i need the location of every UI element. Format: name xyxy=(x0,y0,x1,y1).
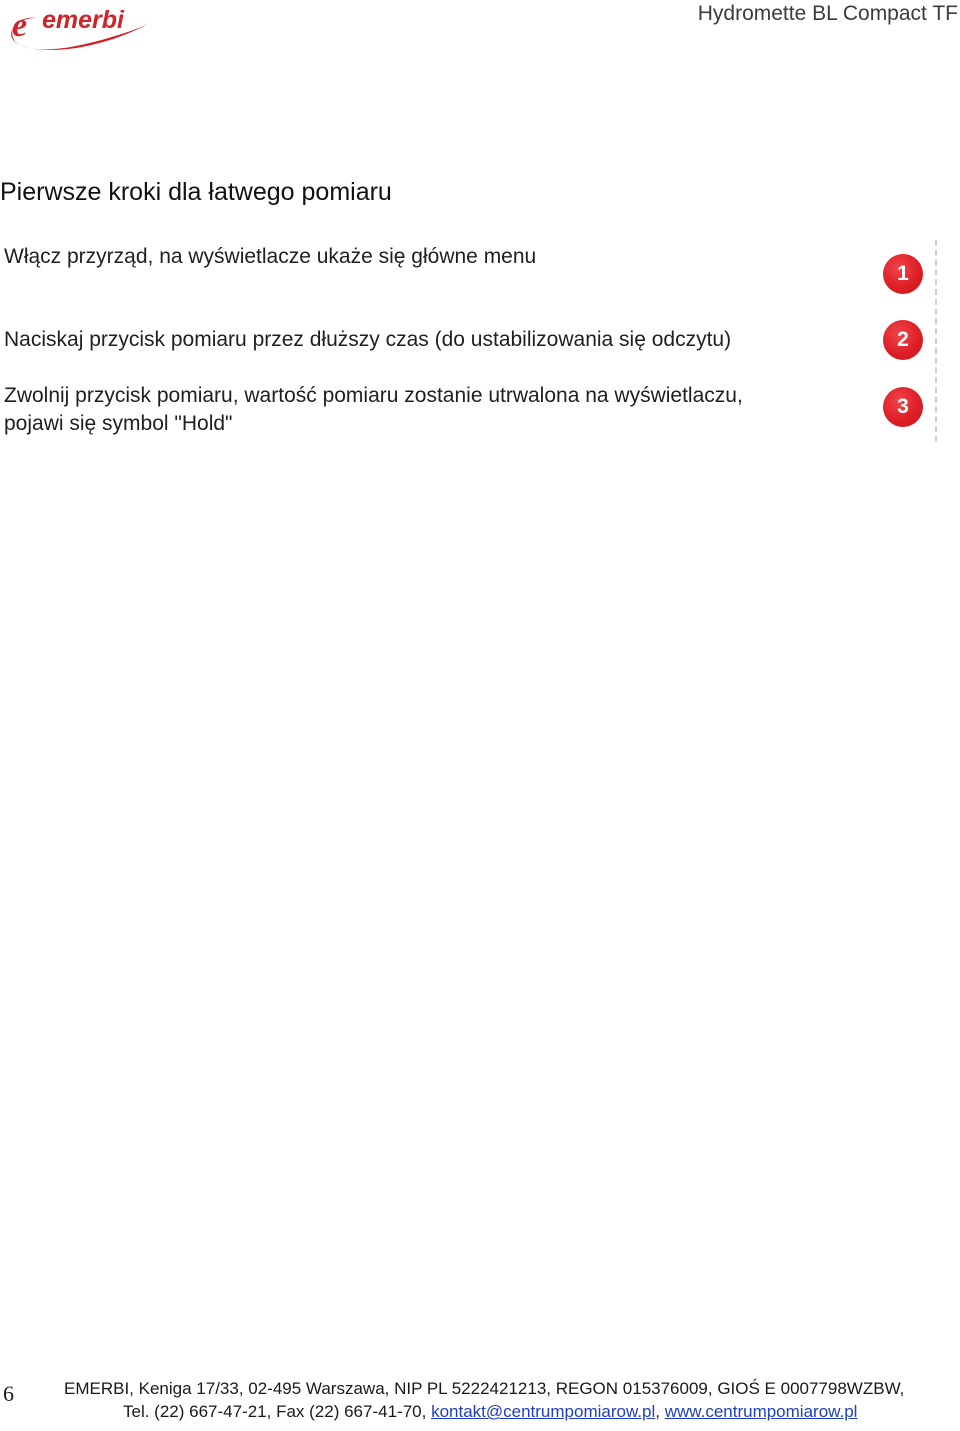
step-1-text: Włącz przyrząd, na wyświetlacze ukaże się główne menu xyxy=(4,245,537,268)
footer-phone-fax: Tel. (22) 667-47-21, Fax (22) 667-41-70, xyxy=(123,1402,432,1421)
footer-separator: , xyxy=(655,1402,665,1421)
logo-wordmark: emerbi xyxy=(42,6,124,34)
step-divider-line xyxy=(935,240,937,442)
emerbi-logo xyxy=(6,2,152,56)
step-2-badge: 2 xyxy=(883,320,923,360)
step-3-badge: 3 xyxy=(883,387,923,427)
step-3-text: Zwolnij przycisk pomiaru, wartość pomiaru zostanie utrwalona na wyświetlaczu, pojawi się symbol "Hold" xyxy=(4,384,743,435)
footer-email-link[interactable]: kontakt@centrumpomiarow.pl xyxy=(431,1402,656,1421)
step-1-badge: 1 xyxy=(883,254,923,294)
section-heading: Pierwsze kroki dla łatwego pomiaru xyxy=(0,178,392,206)
footer-website-link[interactable]: www.centrumpomiarow.pl xyxy=(664,1402,858,1421)
footer-contact xyxy=(123,1402,857,1422)
page-number: 6 xyxy=(3,1381,14,1406)
svg-text:e: e xyxy=(12,7,28,44)
document-title: Hydromette BL Compact TF xyxy=(697,2,958,25)
step-2-text: Naciskaj przycisk pomiaru przez dłuższy czas (do ustabilizowania się odczytu) xyxy=(4,328,732,351)
footer-address: EMERBI, Keniga 17/33, 02-495 Warszawa, NIP PL 5222421213, REGON 015376009, GIOŚ E 0007798WZBW, xyxy=(64,1379,905,1398)
